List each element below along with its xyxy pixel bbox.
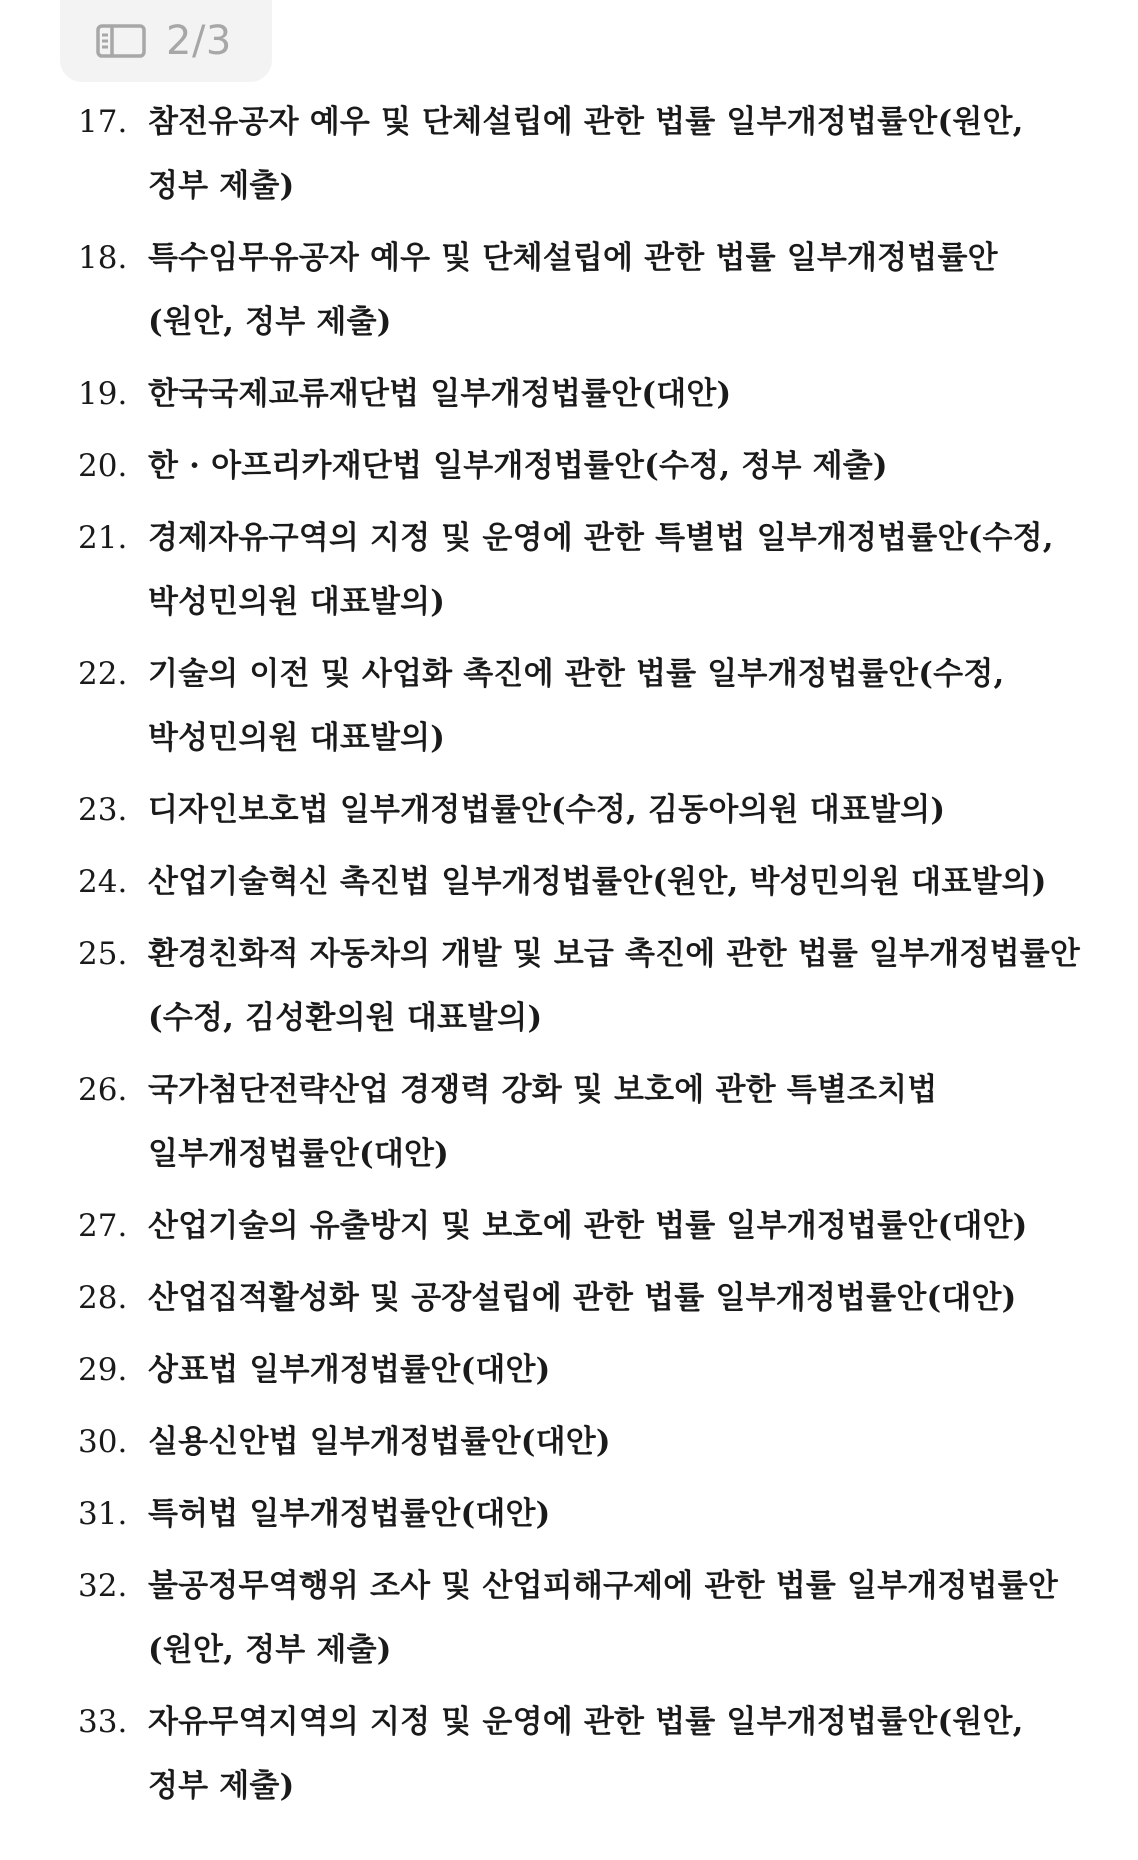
list-item: [78, 1058, 1088, 1186]
list-item: [78, 642, 1088, 770]
item-text: 산업기술의 유출방지 및 보호에 관한 법률 일부개정법률안(대안): [148, 1208, 1028, 1244]
item-number: 19.: [78, 376, 128, 412]
list-item: [78, 1690, 1088, 1818]
item-number: 17.: [78, 104, 128, 140]
item-number: 24.: [78, 864, 128, 900]
item-number: 18.: [78, 240, 128, 276]
item-text: 산업집적활성화 및 공장설립에 관한 법률 일부개정법률안(대안): [148, 1280, 1017, 1316]
item-number: 20.: [78, 448, 128, 484]
item-number: 23.: [78, 792, 128, 828]
list-item: [78, 778, 1088, 842]
item-text: 한국국제교류재단법 일부개정법률안(대안): [148, 376, 732, 412]
list-item: [78, 850, 1088, 914]
item-text: 국가첨단전략산업 경쟁력 강화 및 보호에 관한 특별조치법 일부개정법률안(대안): [148, 1072, 938, 1172]
item-text: 불공정무역행위 조사 및 산업피해구제에 관한 법률 일부개정법률안 (원안, 정부 제출): [148, 1568, 1059, 1668]
list-item: [78, 922, 1088, 1050]
item-number: 31.: [78, 1496, 128, 1532]
list-item: [78, 1266, 1088, 1330]
item-number: 25.: [78, 936, 128, 972]
list-item: [78, 362, 1088, 426]
page-list-icon: [96, 24, 146, 58]
item-number: 28.: [78, 1280, 128, 1316]
item-number: 27.: [78, 1208, 128, 1244]
page-indicator[interactable]: [60, 0, 272, 82]
list-item: [78, 1194, 1088, 1258]
item-number: 32.: [78, 1568, 128, 1604]
list-item: [78, 226, 1088, 354]
item-text: 상표법 일부개정법률안(대안): [148, 1352, 551, 1388]
item-text: 자유무역지역의 지정 및 운영에 관한 법률 일부개정법률안(원안, 정부 제출): [148, 1704, 1024, 1804]
item-text: 특허법 일부개정법률안(대안): [148, 1496, 551, 1532]
item-text: 참전유공자 예우 및 단체설립에 관한 법률 일부개정법률안(원안, 정부 제출): [148, 104, 1024, 204]
item-number: 29.: [78, 1352, 128, 1388]
bill-list: [78, 90, 1088, 1826]
list-item: [78, 1482, 1088, 1546]
list-item: [78, 1410, 1088, 1474]
item-number: 21.: [78, 520, 128, 556]
list-item: [78, 434, 1088, 498]
item-number: 30.: [78, 1424, 128, 1460]
item-text: 산업기술혁신 촉진법 일부개정법률안(원안, 박성민의원 대표발의): [148, 864, 1047, 900]
item-text: 실용신안법 일부개정법률안(대안): [148, 1424, 611, 1460]
list-item: [78, 1338, 1088, 1402]
item-text: 한 · 아프리카재단법 일부개정법률안(수정, 정부 제출): [148, 448, 888, 484]
page-count: 2/3: [166, 18, 232, 64]
item-text: 기술의 이전 및 사업화 촉진에 관한 법률 일부개정법률안(수정, 박성민의원 대표발의): [148, 656, 1005, 756]
item-number: 33.: [78, 1704, 128, 1740]
item-number: 22.: [78, 656, 128, 692]
list-item: [78, 90, 1088, 218]
item-text: 디자인보호법 일부개정법률안(수정, 김동아의원 대표발의): [148, 792, 946, 828]
list-item: [78, 1554, 1088, 1682]
item-number: 26.: [78, 1072, 128, 1108]
item-text: 경제자유구역의 지정 및 운영에 관한 특별법 일부개정법률안(수정, 박성민의원 대표발의): [148, 520, 1054, 620]
item-text: 환경친화적 자동차의 개발 및 보급 촉진에 관한 법률 일부개정법률안(수정, 김성환의원 대표발의): [148, 936, 1081, 1036]
item-text: 특수임무유공자 예우 및 단체설립에 관한 법률 일부개정법률안 (원안, 정부 제출): [148, 240, 998, 340]
list-item: [78, 506, 1088, 634]
